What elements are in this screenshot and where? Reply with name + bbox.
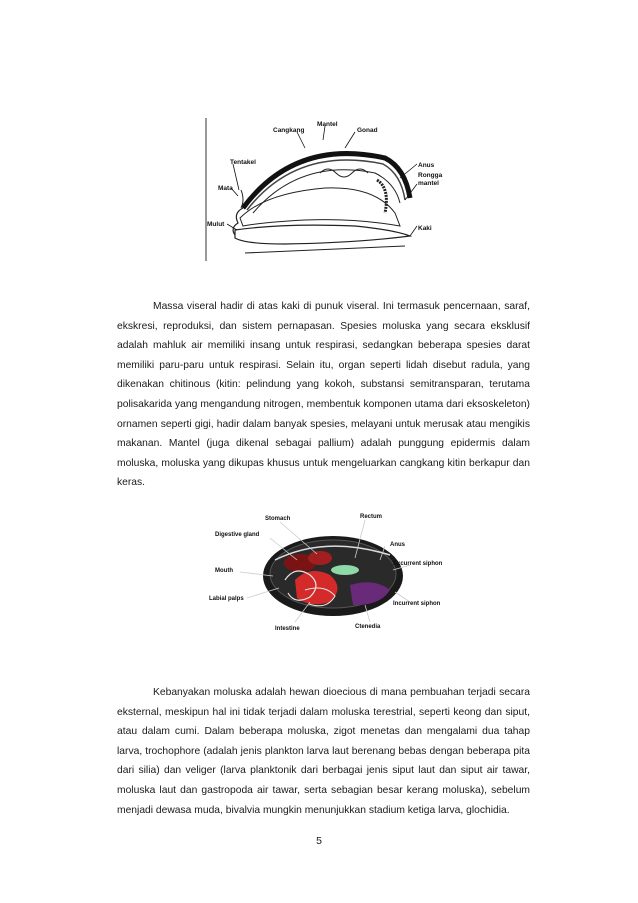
label-rongga: Rongga: [418, 172, 443, 179]
intestine-shape: [331, 565, 359, 575]
label-rectum: Rectum: [360, 514, 383, 520]
label-gonad: Gonad: [357, 127, 378, 134]
paragraph-2-text: Kebanyakan moluska adalah hewan dioecious di mana pembuahan terjadi secara eksternal, meskipun hal ini tidak terjadi dalam moluska terestrial, seperti keong dan siput, atau dalam cumi. Dalam beberapa moluska, zigot menetas dan mengalami dua tahap larva, trochophore (adalah jenis plankton larva laut berenang bebas dengan beberapa pita dari silia) dan veliger (larva planktonik dari berbagai jenis siput laut dan siput air tawar, moluska laut dan gastropoda air tawar, serta sebagian besar kerang moluska), sebelum menjadi dewasa muda, bivalvia mungkin menunjukkan stadium ketiga larva, glochidia.: [117, 687, 530, 816]
label-stomach: Stomach: [265, 516, 291, 522]
label-cangkang: Cangkang: [273, 127, 305, 134]
label-mouth: Mouth: [215, 568, 233, 574]
label-kaki: Kaki: [418, 225, 432, 232]
label-incurrent-siphon: Incurrent siphon: [393, 601, 441, 607]
label-mulut: Mulut: [207, 221, 225, 228]
label-intestine: Intestine: [275, 626, 300, 632]
page-number: 5: [316, 835, 322, 847]
mollusc-anatomy-diagram: [205, 118, 450, 261]
label-tentakel: Tentakel: [230, 159, 256, 166]
label-anus: Anus: [390, 542, 405, 548]
label-mantel-cavity: mantel: [418, 180, 439, 187]
label-anus: Anus: [418, 162, 435, 169]
label-excurrent-siphon: Excurrent siphon: [393, 561, 443, 567]
label-labial-palps: Labial palps: [209, 596, 244, 602]
label-mata: Mata: [218, 185, 233, 192]
label-digestive-gland: Digestive gland: [215, 532, 260, 538]
label-ctenedia: Ctenedia: [355, 624, 381, 630]
label-mantel: Mantel: [317, 121, 338, 128]
paragraph-visceral-mass: [117, 297, 530, 493]
paragraph-1-text: Massa viseral hadir di atas kaki di punuk viseral. Ini termasuk pencernaan, saraf, ekskresi, reproduksi, dan sistem pernapasan. Spesies moluska yang secara eksklusif adalah mahluk air memiliki insang untuk respirasi, sedangkan beberapa spesies darat memiliki paru-paru untuk respirasi. Selain itu, organ seperti lidah disebut radula, yang dikenakan chitinous (kitin: pelindung yang kokoh, substansi semitransparan, terutama polisakarida yang mengandung nitrogen, membentuk komponen utama dari eksoskeleton) ornamen seperti gigi, hadir dalam banyak spesies, melayani untuk merusak atau mengikis makanan. Mantel (juga dikenal sebagai pallium) adalah punggung epidermis dalam moluska, moluska yang dikupas khusus untuk mengeluarkan cangkang kitin berkapur dan keras.: [117, 301, 530, 489]
paragraph-reproduction: [117, 683, 530, 820]
bivalve-anatomy-diagram: [205, 510, 455, 645]
